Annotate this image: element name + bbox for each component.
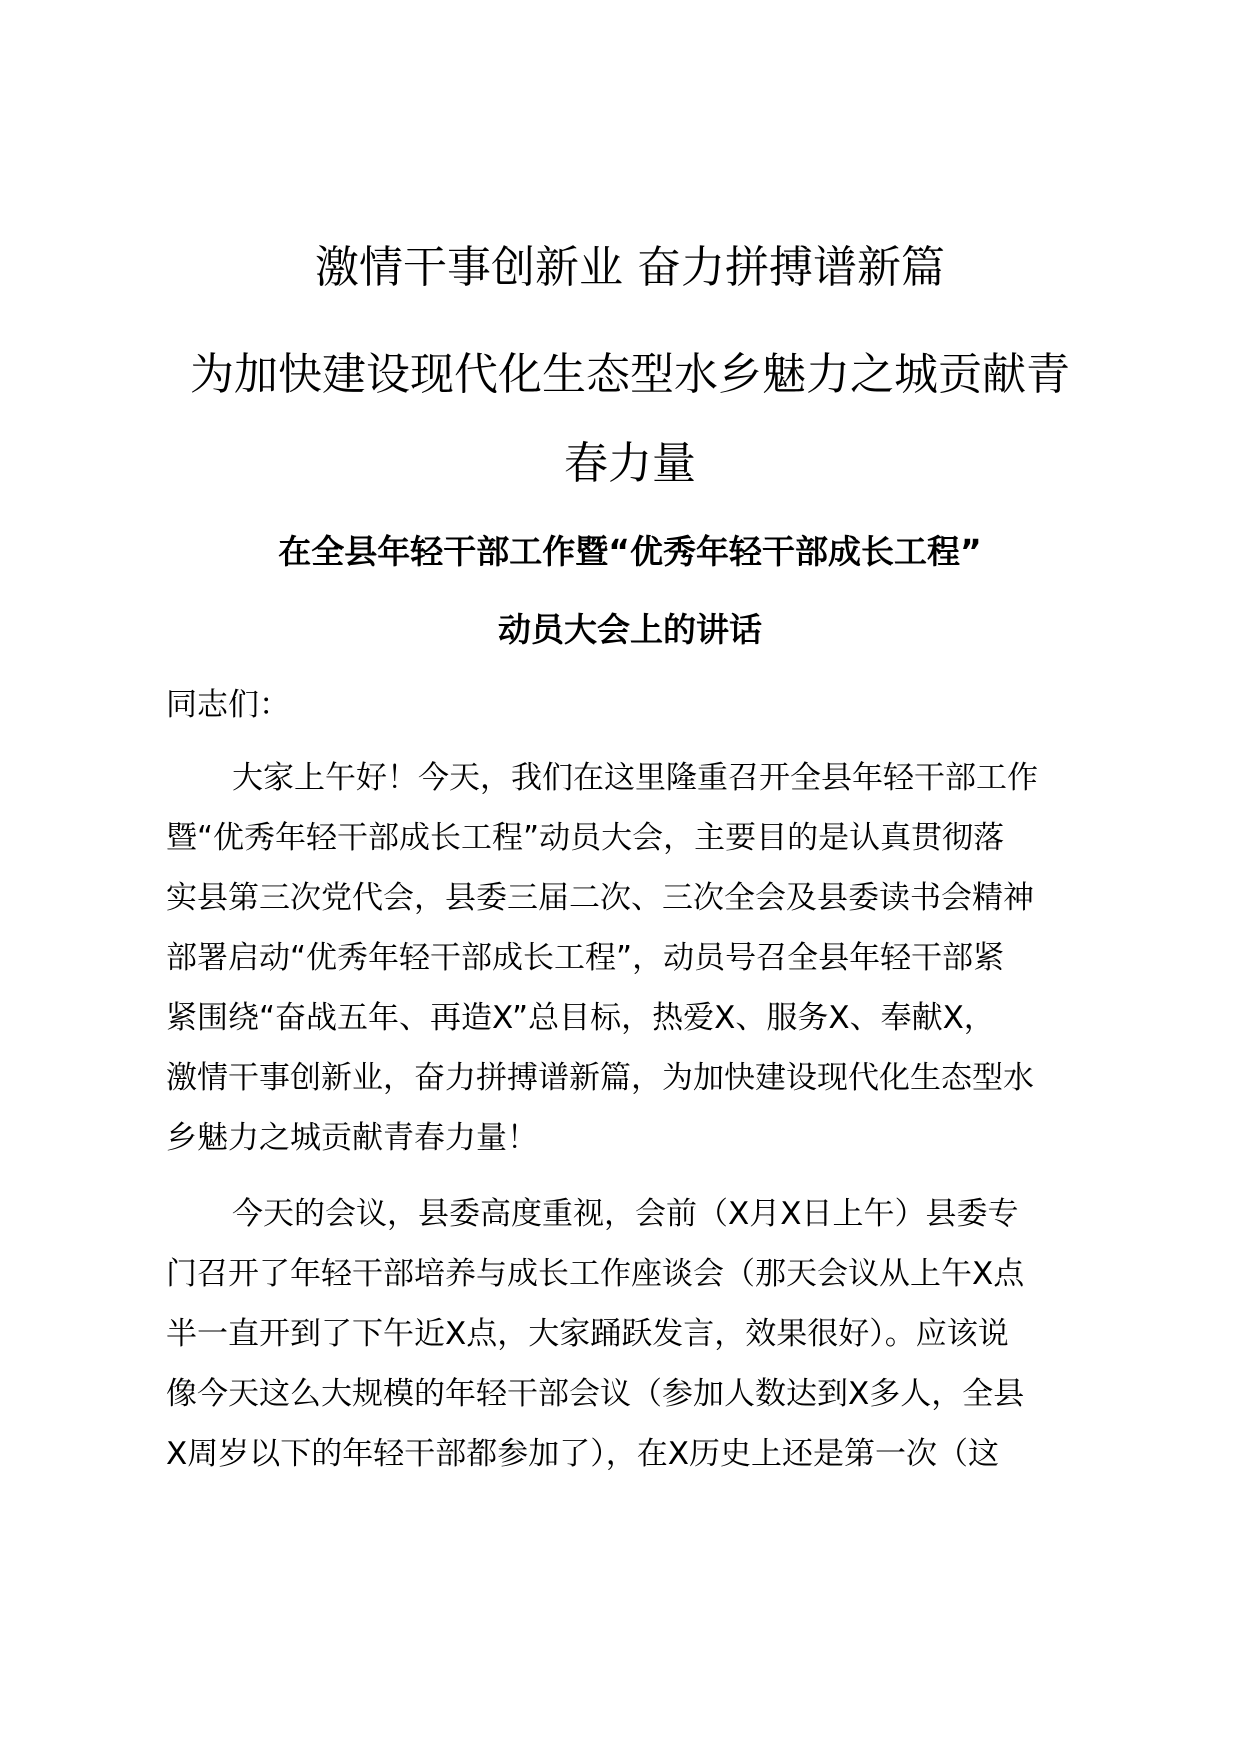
paragraph-line: 乡魅力之城贡献青春力量！ (166, 1120, 538, 1156)
paragraph-line: 实县第三次党代会，县委三届二次、三次全会及县委读书会精神 (166, 880, 1034, 916)
paragraph-2 (166, 1194, 1106, 1494)
paragraph-line: 门召开了年轻干部培养与成长工作座谈会（那天会议从上午X点 (166, 1256, 1025, 1292)
paragraph-line: 大家上午好！今天，我们在这里隆重召开全县年轻干部工作 (232, 760, 1038, 796)
paragraph-line: 今天的会议，县委高度重视，会前（X月X日上午）县委专 (232, 1196, 1019, 1232)
paragraph-line: X周岁以下的年轻干部都参加了），在X历史上还是第一次（这 (166, 1436, 999, 1472)
title-line-2: 为加快建设现代化生态型水乡魅力之城贡献青 (190, 349, 1070, 400)
title-line-3: 春力量 (564, 438, 696, 489)
paragraph-line: 半一直开到了下午近X点，大家踊跃发言，效果很好）。应该说 (166, 1316, 1009, 1352)
subtitle-line-2: 动员大会上的讲话 (498, 610, 762, 649)
subtitle-line-1: 在全县年轻干部工作暨“优秀年轻干部成长工程” (278, 532, 982, 571)
title-line-1: 激情干事创新业 奋力拼搏谱新篇 (315, 242, 945, 293)
salutation: 同志们： (166, 687, 290, 723)
paragraph-line: 紧围绕“奋战五年、再造X”总目标，热爱X、服务X、奉献X， (166, 1000, 995, 1036)
paragraph-line: 暨“优秀年轻干部成长工程”动员大会，主要目的是认真贯彻落 (166, 820, 1005, 856)
paragraph-1 (166, 758, 1106, 1178)
paragraph-line: 部署启动“优秀年轻干部成长工程”，动员号召全县年轻干部紧 (166, 940, 1005, 976)
paragraph-line: 激情干事创新业，奋力拼搏谱新篇，为加快建设现代化生态型水 (166, 1060, 1034, 1096)
paragraph-line: 像今天这么大规模的年轻干部会议（参加人数达到X多人，全县 (166, 1376, 1025, 1412)
